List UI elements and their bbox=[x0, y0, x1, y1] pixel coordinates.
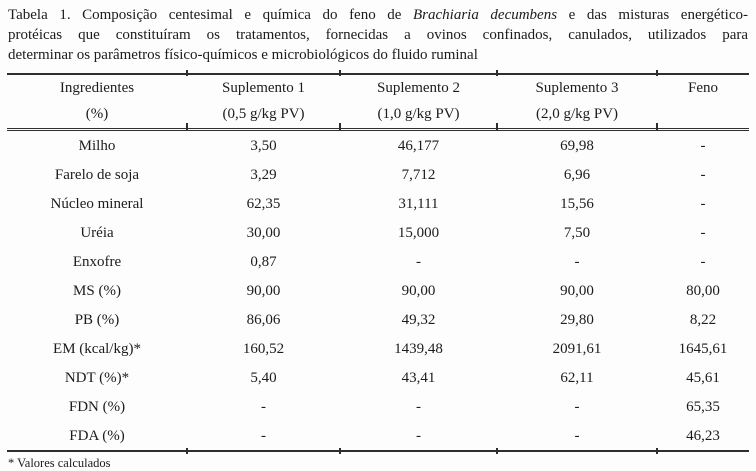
column-divider-tick bbox=[339, 123, 341, 130]
cell-suplemento-1: 0,87 bbox=[250, 253, 277, 270]
cell-suplemento-3: 15,56 bbox=[560, 195, 594, 212]
cell-suplemento-2: 90,00 bbox=[401, 282, 436, 299]
cell-suplemento-3: - bbox=[574, 427, 580, 444]
table-row bbox=[7, 218, 749, 247]
caption-species-name: Brachiaria decumbens bbox=[413, 7, 558, 23]
table-row bbox=[7, 363, 749, 392]
column-title: Ingredientes bbox=[59, 80, 135, 96]
cell-suplemento-2: 15,000 bbox=[397, 224, 440, 241]
cell-suplemento-3: 69,98 bbox=[560, 137, 594, 154]
row-label: FDA (%) bbox=[69, 427, 125, 444]
column-divider-tick bbox=[496, 70, 498, 76]
cell-suplemento-2: 46,177 bbox=[397, 137, 440, 154]
cell-suplemento-3: 2091,61 bbox=[552, 340, 602, 357]
table-body bbox=[7, 131, 749, 450]
cell-suplemento-1: 86,06 bbox=[246, 311, 281, 328]
row-label: EM (kcal/kg)* bbox=[53, 340, 141, 357]
column-title: Suplemento 3 bbox=[535, 80, 619, 96]
column-divider-tick bbox=[339, 70, 341, 76]
cell-feno: - bbox=[700, 166, 706, 183]
header-cell-feno bbox=[657, 79, 749, 124]
table-row bbox=[7, 247, 749, 276]
cell-feno: - bbox=[700, 195, 706, 212]
cell-feno: 45,61 bbox=[686, 369, 720, 386]
row-label: PB (%) bbox=[74, 311, 120, 328]
composition-table bbox=[7, 73, 749, 452]
cell-suplemento-2: 31,111 bbox=[398, 195, 439, 212]
caption-line-2: protéicas que constituíram os tratamentos, fornecidas a ovinos confinados, canulados, utilizados para bbox=[8, 27, 748, 43]
column-subtitle: (0,5 g/kg PV) bbox=[222, 106, 305, 122]
header-cell-suplemento-1 bbox=[187, 79, 340, 124]
row-label: MS (%) bbox=[73, 282, 121, 299]
cell-suplemento-1: 90,00 bbox=[246, 282, 281, 299]
caption-text-pre: Tabela 1. Composição centesimal e química do feno de bbox=[8, 7, 414, 23]
column-divider-tick bbox=[656, 70, 658, 76]
cell-suplemento-2: 7,712 bbox=[401, 166, 436, 183]
cell-feno: 80,00 bbox=[686, 282, 720, 299]
column-divider-tick bbox=[656, 448, 658, 454]
column-divider-tick bbox=[186, 70, 188, 76]
cell-suplemento-1: 30,00 bbox=[246, 224, 281, 241]
table-row bbox=[7, 305, 749, 334]
cell-feno: 1645,61 bbox=[678, 340, 728, 357]
row-label: NDT (%)* bbox=[64, 369, 130, 386]
cell-feno: 8,22 bbox=[689, 311, 717, 328]
table-row bbox=[7, 392, 749, 421]
caption-line-3: determinar os parâmetros físico-químicos e microbiológicos do fluido ruminal bbox=[8, 47, 478, 63]
column-title: Suplemento 2 bbox=[377, 80, 460, 96]
cell-feno: - bbox=[700, 253, 706, 270]
cell-suplemento-2: - bbox=[416, 398, 421, 415]
column-title: Suplemento 1 bbox=[222, 80, 305, 96]
row-label: Uréia bbox=[80, 224, 114, 241]
column-title: Feno bbox=[688, 80, 718, 96]
column-divider-tick bbox=[656, 123, 658, 130]
row-label: Milho bbox=[78, 137, 116, 154]
table-caption bbox=[8, 5, 748, 65]
row-label: Enxofre bbox=[72, 253, 122, 270]
cell-suplemento-1: 3,50 bbox=[250, 137, 277, 154]
column-divider-tick bbox=[496, 448, 498, 454]
cell-suplemento-3: 6,96 bbox=[563, 166, 591, 183]
cell-suplemento-2: 1439,48 bbox=[394, 340, 443, 357]
cell-suplemento-1: 160,52 bbox=[242, 340, 285, 357]
cell-suplemento-3: - bbox=[574, 398, 580, 415]
column-divider-tick bbox=[496, 123, 498, 130]
header-cell-suplemento-2 bbox=[340, 79, 497, 124]
column-divider-tick bbox=[339, 448, 341, 454]
cell-suplemento-1: 62,35 bbox=[246, 195, 281, 212]
table-footnote: * Valores calculados bbox=[8, 456, 111, 470]
cell-feno: - bbox=[700, 224, 706, 241]
row-label: FDN (%) bbox=[68, 398, 126, 415]
cell-suplemento-3: 29,80 bbox=[560, 311, 594, 328]
row-label: Núcleo mineral bbox=[50, 195, 144, 212]
cell-suplemento-1: - bbox=[261, 427, 266, 444]
cell-suplemento-2: 43,41 bbox=[401, 369, 436, 386]
column-subtitle: (%) bbox=[85, 106, 109, 122]
cell-suplemento-3: 90,00 bbox=[560, 282, 594, 299]
table-row bbox=[7, 189, 749, 218]
table-row bbox=[7, 160, 749, 189]
cell-feno: - bbox=[700, 137, 706, 154]
column-divider-tick bbox=[186, 123, 188, 130]
cell-suplemento-1: 5,40 bbox=[250, 369, 277, 386]
table-row bbox=[7, 276, 749, 305]
cell-suplemento-2: - bbox=[416, 427, 421, 444]
caption-line-1 bbox=[8, 5, 748, 25]
table-row bbox=[7, 421, 749, 450]
table-row bbox=[7, 131, 749, 160]
column-subtitle: (2,0 g/kg PV) bbox=[535, 106, 619, 122]
row-label: Farelo de soja bbox=[54, 166, 140, 183]
cell-suplemento-1: 3,29 bbox=[250, 166, 277, 183]
caption-text-post: e das misturas energético- bbox=[557, 7, 748, 23]
column-subtitle: (1,0 g/kg PV) bbox=[377, 106, 460, 122]
table-header-row bbox=[7, 75, 749, 131]
cell-suplemento-2: - bbox=[416, 253, 421, 270]
cell-feno: 65,35 bbox=[686, 398, 720, 415]
table-row bbox=[7, 334, 749, 363]
cell-suplemento-3: 7,50 bbox=[563, 224, 591, 241]
cell-feno: 46,23 bbox=[686, 427, 720, 444]
cell-suplemento-1: - bbox=[261, 398, 266, 415]
column-divider-tick bbox=[186, 448, 188, 454]
header-cell-suplemento-3 bbox=[497, 79, 657, 124]
cell-suplemento-3: - bbox=[574, 253, 580, 270]
cell-suplemento-2: 49,32 bbox=[401, 311, 436, 328]
cell-suplemento-3: 62,11 bbox=[560, 369, 594, 386]
header-cell-ingredientes bbox=[7, 79, 187, 124]
